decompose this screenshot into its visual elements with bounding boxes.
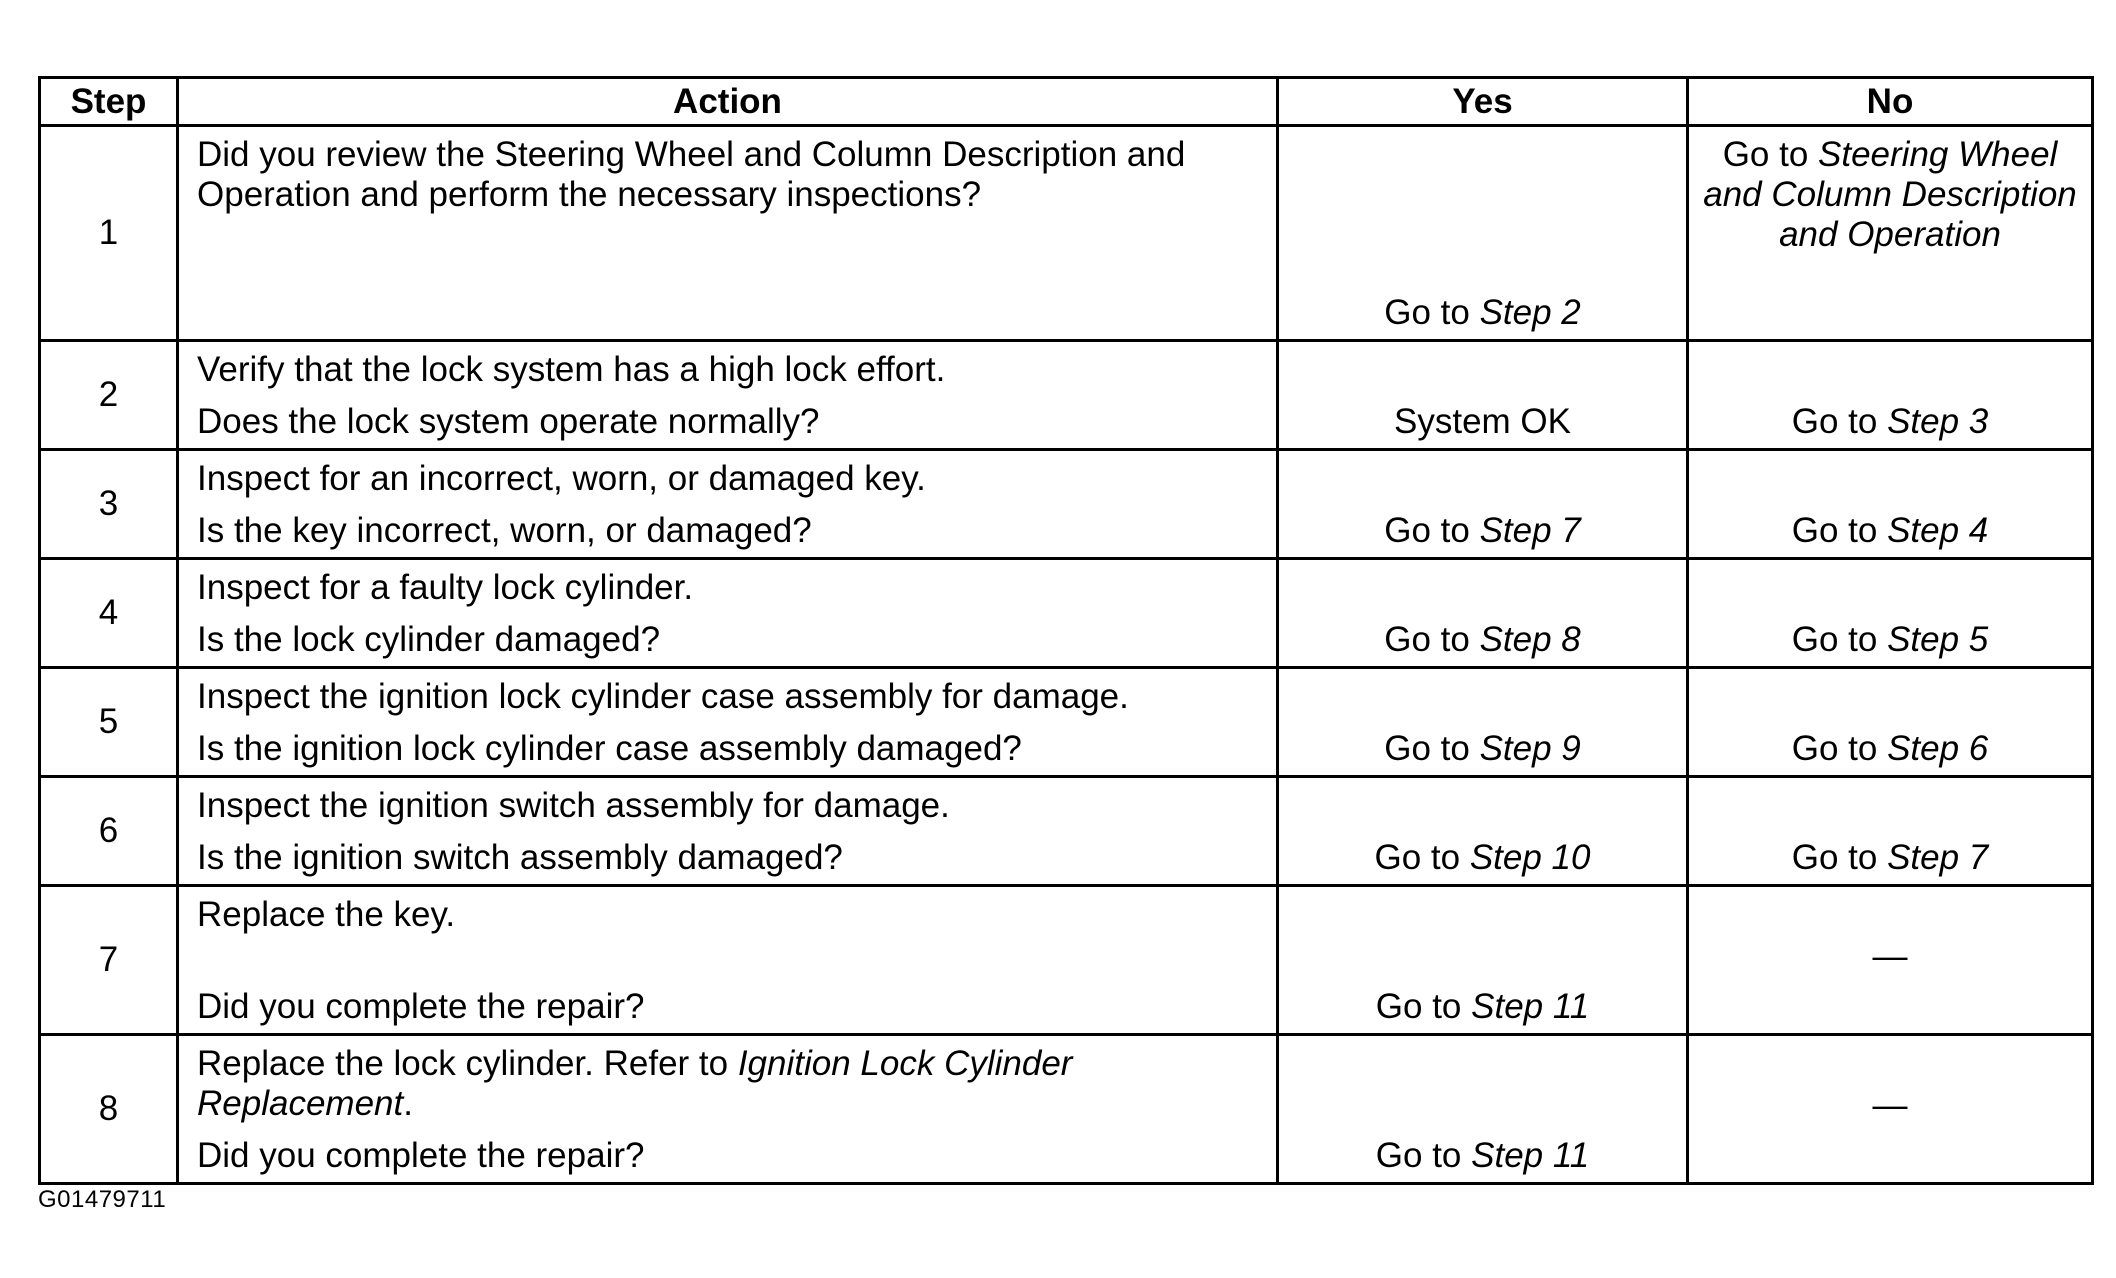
table-row: [40, 668, 2093, 777]
yes-prefix: Go to: [1375, 1136, 1472, 1175]
yes-prefix: Go to: [1384, 620, 1480, 659]
action-instruction: Inspect for a faulty lock cylinder.: [197, 568, 694, 607]
action-question: Does the lock system operate normally?: [197, 402, 820, 441]
diagnostic-table: [38, 76, 2094, 1185]
yes-step-link[interactable]: Step 11: [1471, 1136, 1590, 1175]
action-instruction: Inspect the ignition lock cylinder case assembly for damage.: [197, 677, 1129, 716]
no-cell: [1688, 341, 2093, 450]
yes-step-link[interactable]: Step 9: [1479, 729, 1581, 768]
action-instruction: Inspect for an incorrect, worn, or damaged key.: [197, 459, 926, 498]
no-step-link[interactable]: Step 3: [1887, 402, 1989, 441]
action-cell: [178, 341, 1278, 450]
action-question: Is the lock cylinder damaged?: [197, 620, 661, 659]
table-row: [40, 341, 2093, 450]
no-cell: [1688, 559, 2093, 668]
step-number: 6: [40, 777, 178, 886]
action-text: Did you review the Steering Wheel and Column Description and Operation and perform the necessary inspections?: [197, 135, 1186, 214]
action-question: Did you complete the repair?: [197, 987, 645, 1026]
no-step-link[interactable]: Step 4: [1887, 511, 1989, 550]
no-step-link[interactable]: Step 6: [1887, 729, 1989, 768]
action-question: Is the ignition lock cylinder case assembly damaged?: [197, 729, 1022, 768]
yes-cell: [1278, 559, 1688, 668]
no-cell: [1688, 450, 2093, 559]
yes-cell: [1278, 668, 1688, 777]
action-cell: [178, 126, 1278, 341]
action-reference-link[interactable]: Ignition Lock Cylinder Replacement: [197, 1044, 1073, 1123]
yes-cell: [1278, 450, 1688, 559]
table-row: [40, 886, 2093, 1035]
action-suffix: .: [403, 1084, 413, 1123]
yes-cell: [1278, 126, 1688, 341]
no-dash: —: [1872, 937, 1908, 976]
yes-prefix: Go to: [1374, 838, 1470, 877]
step-number: 5: [40, 668, 178, 777]
yes-prefix: Go to: [1384, 511, 1480, 550]
action-instruction: Verify that the lock system has a high lock effort.: [197, 350, 946, 389]
header-no: No: [1688, 78, 2093, 126]
no-prefix: Go to: [1791, 838, 1888, 877]
yes-step-link[interactable]: Step 2: [1479, 293, 1581, 332]
table-row: [40, 450, 2093, 559]
header-row: [40, 78, 2093, 126]
yes-cell: [1278, 777, 1688, 886]
step-number: 3: [40, 450, 178, 559]
action-instruction: Inspect the ignition switch assembly for damage.: [197, 786, 950, 825]
step-number: 4: [40, 559, 178, 668]
step-number: 2: [40, 341, 178, 450]
table-row: [40, 126, 2093, 341]
yes-prefix: Go to: [1384, 293, 1480, 332]
action-question: Is the ignition switch assembly damaged?: [197, 838, 843, 877]
step-number: 1: [40, 126, 178, 341]
action-instruction: Replace the key.: [197, 895, 456, 934]
action-prefix: Replace the lock cylinder. Refer to: [197, 1044, 738, 1083]
table-row: [40, 1035, 2093, 1184]
no-cell: [1688, 126, 2093, 341]
no-cell: [1688, 1035, 2093, 1184]
no-step-link[interactable]: Step 7: [1887, 838, 1989, 877]
no-step-link[interactable]: Step 5: [1887, 620, 1989, 659]
step-number: 7: [40, 886, 178, 1035]
step-number: 8: [40, 1035, 178, 1184]
no-prefix: Go to: [1791, 402, 1888, 441]
yes-prefix: Go to: [1384, 729, 1480, 768]
no-prefix: Go to: [1791, 511, 1888, 550]
no-prefix: Go to: [1791, 729, 1888, 768]
yes-step-link[interactable]: Step 10: [1469, 838, 1591, 877]
yes-step-link[interactable]: Step 11: [1471, 987, 1590, 1026]
table-row: [40, 559, 2093, 668]
figure-id: G01479711: [38, 1186, 167, 1213]
no-reference-link[interactable]: Steering Wheel and Column Description and Operation: [1703, 135, 2077, 254]
header-action: Action: [178, 78, 1278, 126]
action-cell: [178, 559, 1278, 668]
header-yes: Yes: [1278, 78, 1688, 126]
action-question: Is the key incorrect, worn, or damaged?: [197, 511, 812, 550]
yes-cell: [1278, 1035, 1688, 1184]
action-cell: [178, 777, 1278, 886]
yes-step-link[interactable]: Step 8: [1479, 620, 1581, 659]
no-cell: [1688, 777, 2093, 886]
yes-cell: [1278, 886, 1688, 1035]
yes-step-link[interactable]: Step 7: [1479, 511, 1581, 550]
no-prefix: Go to: [1722, 135, 1819, 174]
action-question: Did you complete the repair?: [197, 1136, 645, 1175]
action-cell: [178, 886, 1278, 1035]
yes-prefix: Go to: [1375, 987, 1472, 1026]
header-step: Step: [40, 78, 178, 126]
action-cell: [178, 668, 1278, 777]
no-cell: [1688, 886, 2093, 1035]
no-dash: —: [1872, 1086, 1908, 1125]
action-cell: [178, 1035, 1278, 1184]
yes-text: System OK: [1394, 402, 1571, 441]
action-instruction: [197, 1044, 1268, 1124]
action-cell: [178, 450, 1278, 559]
table-row: [40, 777, 2093, 886]
yes-cell: [1278, 341, 1688, 450]
no-cell: [1688, 668, 2093, 777]
no-prefix: Go to: [1791, 620, 1888, 659]
